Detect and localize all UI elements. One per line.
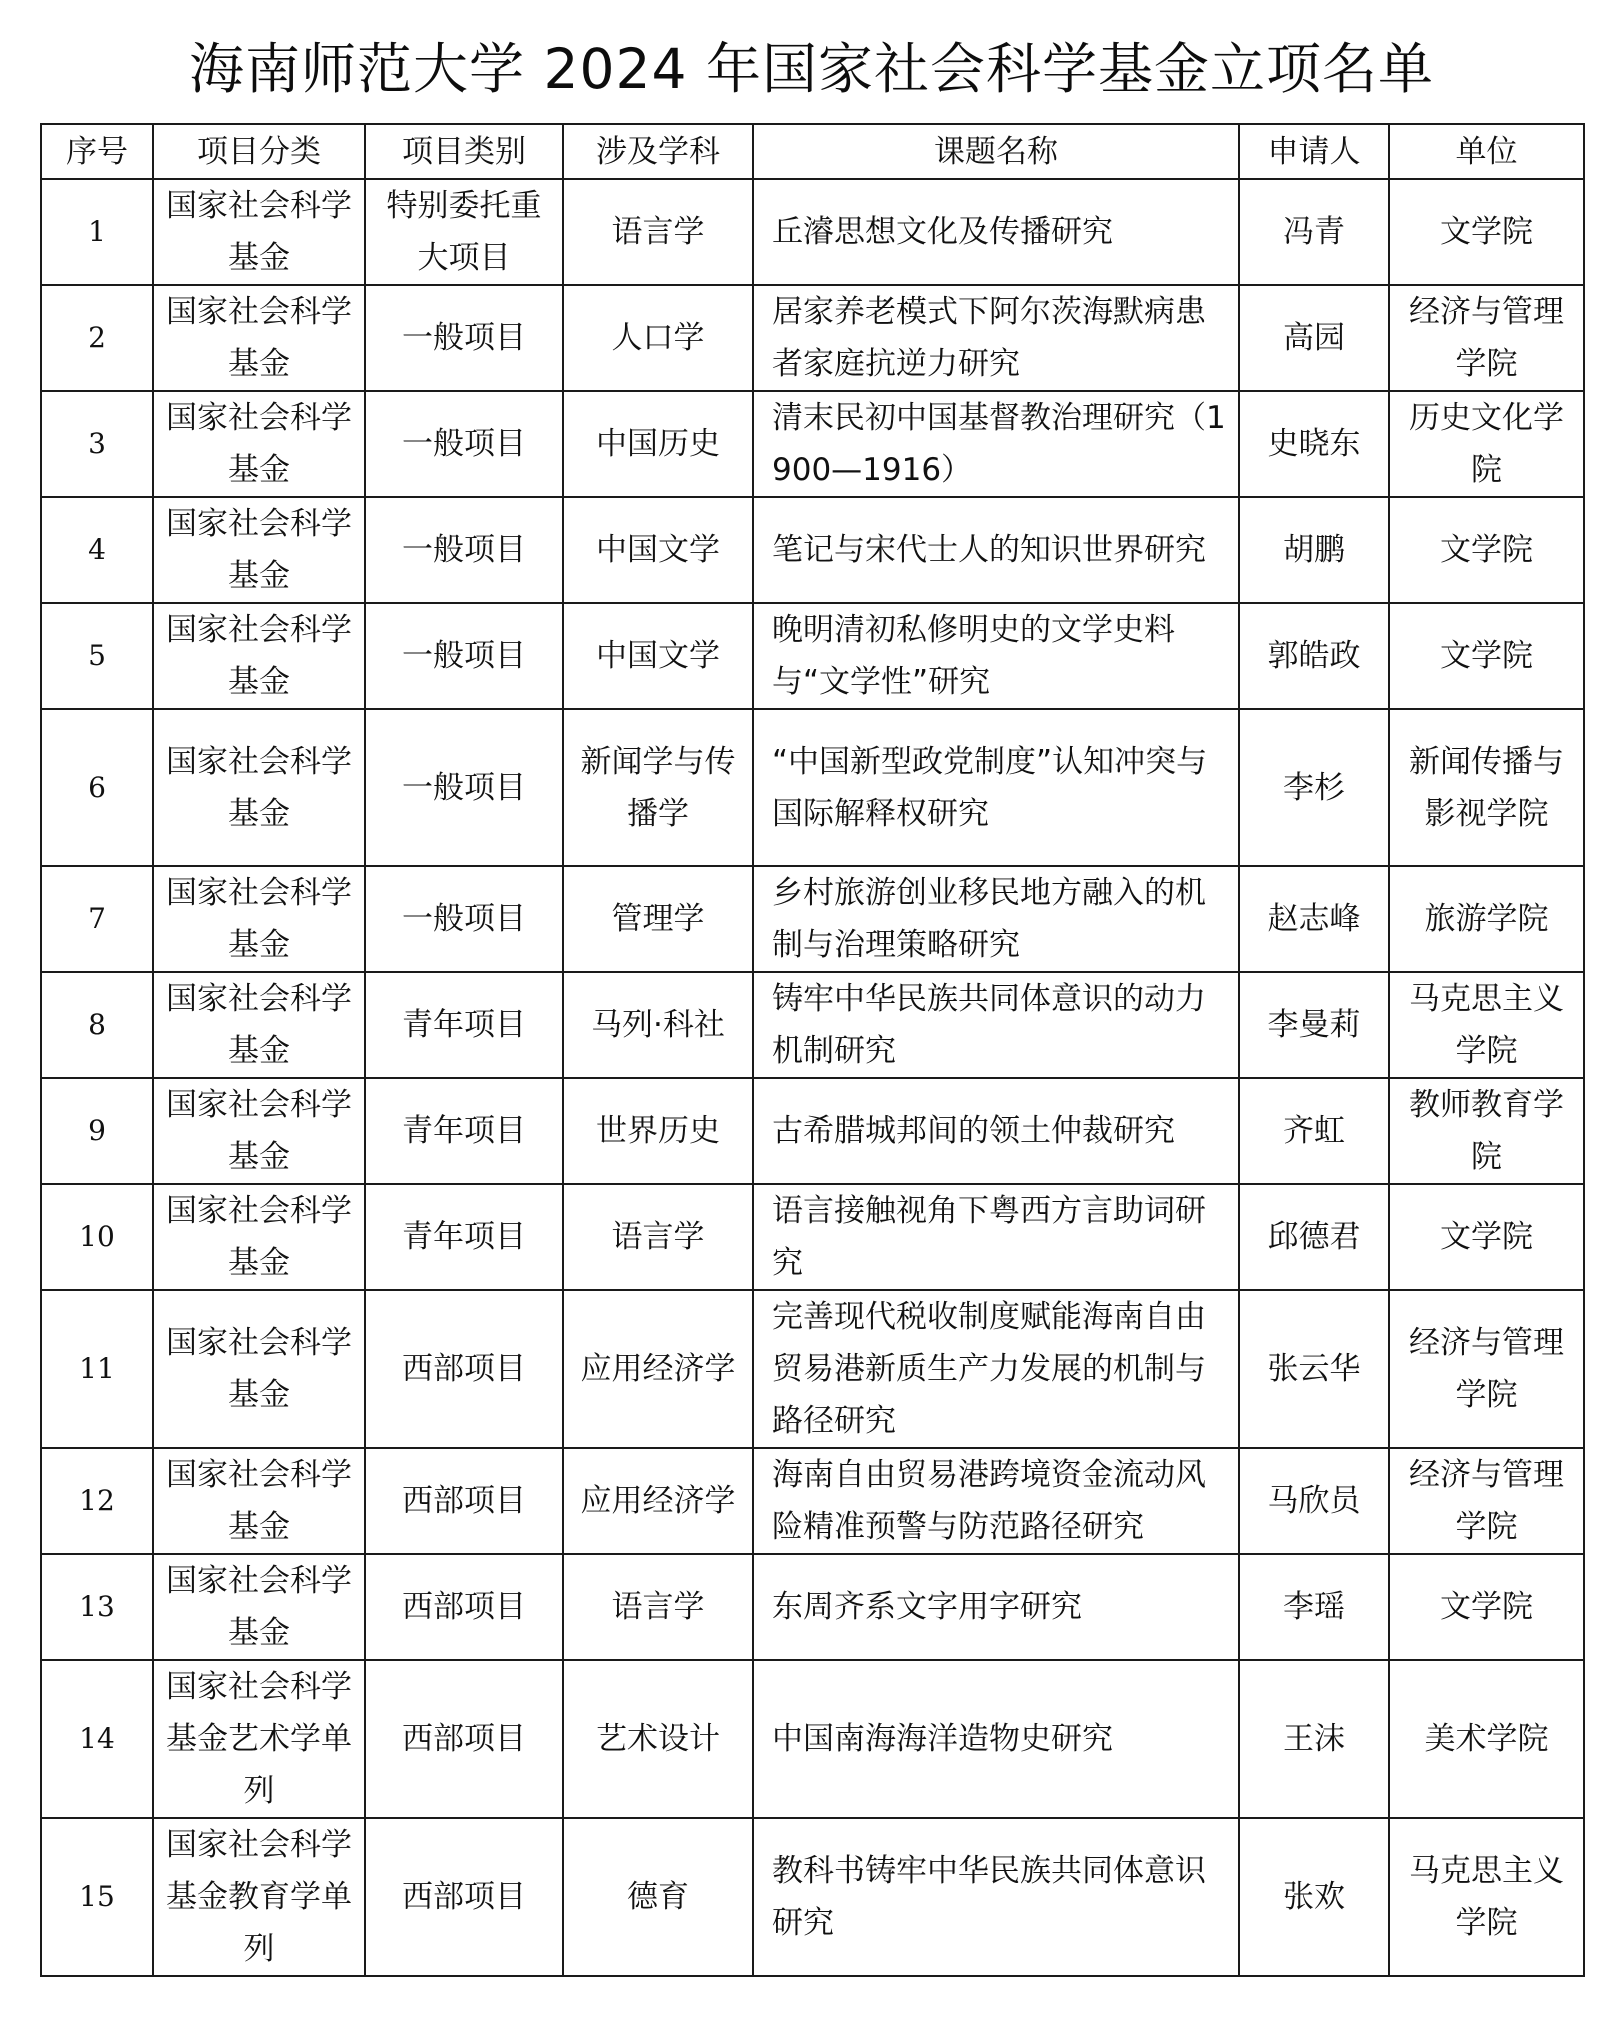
cell-type: 青年项目 — [365, 972, 563, 1078]
cell-type: 一般项目 — [365, 497, 563, 603]
cell-type: 青年项目 — [365, 1078, 563, 1184]
table-row — [41, 709, 1584, 866]
cell-type: 一般项目 — [365, 603, 563, 709]
cell-no: 11 — [41, 1290, 153, 1448]
cell-category: 国家社会科学基金 — [153, 972, 365, 1078]
cell-topic: 乡村旅游创业移民地方融入的机制与治理策略研究 — [753, 866, 1239, 972]
table-row — [41, 179, 1584, 285]
cell-unit: 文学院 — [1389, 179, 1584, 285]
cell-type: 青年项目 — [365, 1184, 563, 1290]
cell-topic: 清末民初中国基督教治理研究（1900—1916） — [753, 391, 1239, 497]
cell-applicant: 张云华 — [1239, 1290, 1389, 1448]
cell-discipline: 新闻学与传播学 — [563, 709, 753, 866]
cell-applicant: 李瑶 — [1239, 1554, 1389, 1660]
cell-type: 特别委托重大项目 — [365, 179, 563, 285]
cell-unit: 经济与管理学院 — [1389, 1290, 1584, 1448]
cell-unit: 马克思主义学院 — [1389, 972, 1584, 1078]
cell-unit: 经济与管理学院 — [1389, 1448, 1584, 1554]
cell-no: 2 — [41, 285, 153, 391]
cell-topic: 铸牢中华民族共同体意识的动力机制研究 — [753, 972, 1239, 1078]
cell-applicant: 李杉 — [1239, 709, 1389, 866]
cell-no: 5 — [41, 603, 153, 709]
page-title: 海南师范大学 2024 年国家社会科学基金立项名单 — [189, 37, 1434, 101]
cell-discipline: 马列·科社 — [563, 972, 753, 1078]
cell-no: 4 — [41, 497, 153, 603]
cell-category: 国家社会科学基金 — [153, 179, 365, 285]
cell-unit: 文学院 — [1389, 1184, 1584, 1290]
project-list-table — [40, 123, 1585, 1977]
cell-applicant: 齐虹 — [1239, 1078, 1389, 1184]
cell-no: 7 — [41, 866, 153, 972]
cell-unit: 美术学院 — [1389, 1660, 1584, 1818]
cell-discipline: 管理学 — [563, 866, 753, 972]
cell-category: 国家社会科学基金艺术学单列 — [153, 1660, 365, 1818]
cell-unit: 文学院 — [1389, 603, 1584, 709]
cell-category: 国家社会科学基金 — [153, 391, 365, 497]
cell-applicant: 冯青 — [1239, 179, 1389, 285]
cell-category: 国家社会科学基金 — [153, 285, 365, 391]
cell-category: 国家社会科学基金 — [153, 1554, 365, 1660]
column-header-no: 序号 — [41, 124, 153, 179]
cell-topic: 中国南海海洋造物史研究 — [753, 1660, 1239, 1818]
cell-type: 一般项目 — [365, 285, 563, 391]
table-row — [41, 391, 1584, 497]
cell-category: 国家社会科学基金 — [153, 1448, 365, 1554]
cell-category: 国家社会科学基金教育学单列 — [153, 1818, 365, 1976]
cell-discipline: 应用经济学 — [563, 1448, 753, 1554]
cell-unit: 文学院 — [1389, 497, 1584, 603]
cell-applicant: 马欣员 — [1239, 1448, 1389, 1554]
cell-discipline: 语言学 — [563, 179, 753, 285]
cell-topic: 古希腊城邦间的领土仲裁研究 — [753, 1078, 1239, 1184]
cell-type: 一般项目 — [365, 391, 563, 497]
cell-unit: 经济与管理学院 — [1389, 285, 1584, 391]
cell-no: 14 — [41, 1660, 153, 1818]
cell-discipline: 德育 — [563, 1818, 753, 1976]
cell-no: 10 — [41, 1184, 153, 1290]
cell-category: 国家社会科学基金 — [153, 497, 365, 603]
cell-topic: 完善现代税收制度赋能海南自由贸易港新质生产力发展的机制与路径研究 — [753, 1290, 1239, 1448]
cell-no: 6 — [41, 709, 153, 866]
cell-unit: 文学院 — [1389, 1554, 1584, 1660]
cell-topic: 教科书铸牢中华民族共同体意识研究 — [753, 1818, 1239, 1976]
cell-applicant: 邱德君 — [1239, 1184, 1389, 1290]
cell-discipline: 中国历史 — [563, 391, 753, 497]
cell-topic: 丘濬思想文化及传播研究 — [753, 179, 1239, 285]
cell-type: 西部项目 — [365, 1448, 563, 1554]
table-row — [41, 603, 1584, 709]
cell-topic: 晚明清初私修明史的文学史料与“文学性”研究 — [753, 603, 1239, 709]
table-row — [41, 1184, 1584, 1290]
cell-topic: 居家养老模式下阿尔茨海默病患者家庭抗逆力研究 — [753, 285, 1239, 391]
cell-applicant: 史晓东 — [1239, 391, 1389, 497]
cell-type: 西部项目 — [365, 1290, 563, 1448]
cell-applicant: 高园 — [1239, 285, 1389, 391]
cell-type: 西部项目 — [365, 1554, 563, 1660]
cell-unit: 新闻传播与影视学院 — [1389, 709, 1584, 866]
cell-no: 8 — [41, 972, 153, 1078]
cell-no: 13 — [41, 1554, 153, 1660]
table-row — [41, 1078, 1584, 1184]
table-header-row — [41, 124, 1584, 179]
cell-topic: “中国新型政党制度”认知冲突与国际解释权研究 — [753, 709, 1239, 866]
table-row — [41, 866, 1584, 972]
cell-applicant: 赵志峰 — [1239, 866, 1389, 972]
cell-discipline: 人口学 — [563, 285, 753, 391]
cell-applicant: 胡鹏 — [1239, 497, 1389, 603]
cell-unit: 马克思主义学院 — [1389, 1818, 1584, 1976]
cell-discipline: 艺术设计 — [563, 1660, 753, 1818]
column-header-category: 项目分类 — [153, 124, 365, 179]
cell-category: 国家社会科学基金 — [153, 1078, 365, 1184]
column-header-applicant: 申请人 — [1239, 124, 1389, 179]
cell-category: 国家社会科学基金 — [153, 1184, 365, 1290]
cell-unit: 教师教育学院 — [1389, 1078, 1584, 1184]
table-row — [41, 1818, 1584, 1976]
table-row — [41, 497, 1584, 603]
cell-discipline: 语言学 — [563, 1554, 753, 1660]
cell-no: 1 — [41, 179, 153, 285]
cell-no: 12 — [41, 1448, 153, 1554]
cell-category: 国家社会科学基金 — [153, 603, 365, 709]
column-header-unit: 单位 — [1389, 124, 1584, 179]
cell-type: 一般项目 — [365, 709, 563, 866]
cell-category: 国家社会科学基金 — [153, 709, 365, 866]
cell-discipline: 中国文学 — [563, 497, 753, 603]
cell-applicant: 郭皓政 — [1239, 603, 1389, 709]
table-row — [41, 285, 1584, 391]
cell-topic: 海南自由贸易港跨境资金流动风险精准预警与防范路径研究 — [753, 1448, 1239, 1554]
cell-type: 一般项目 — [365, 866, 563, 972]
cell-type: 西部项目 — [365, 1660, 563, 1818]
cell-no: 15 — [41, 1818, 153, 1976]
cell-type: 西部项目 — [365, 1818, 563, 1976]
cell-discipline: 中国文学 — [563, 603, 753, 709]
column-header-discipline: 涉及学科 — [563, 124, 753, 179]
table-row — [41, 1554, 1584, 1660]
column-header-type: 项目类别 — [365, 124, 563, 179]
cell-category: 国家社会科学基金 — [153, 1290, 365, 1448]
cell-topic: 笔记与宋代士人的知识世界研究 — [753, 497, 1239, 603]
cell-discipline: 语言学 — [563, 1184, 753, 1290]
cell-discipline: 世界历史 — [563, 1078, 753, 1184]
cell-no: 9 — [41, 1078, 153, 1184]
cell-discipline: 应用经济学 — [563, 1290, 753, 1448]
table-row — [41, 1290, 1584, 1448]
cell-applicant: 张欢 — [1239, 1818, 1389, 1976]
cell-topic: 语言接触视角下粤西方言助词研究 — [753, 1184, 1239, 1290]
cell-category: 国家社会科学基金 — [153, 866, 365, 972]
cell-unit: 旅游学院 — [1389, 866, 1584, 972]
cell-topic: 东周齐系文字用字研究 — [753, 1554, 1239, 1660]
cell-applicant: 王沫 — [1239, 1660, 1389, 1818]
cell-applicant: 李曼莉 — [1239, 972, 1389, 1078]
column-header-topic: 课题名称 — [753, 124, 1239, 179]
cell-no: 3 — [41, 391, 153, 497]
table-row — [41, 1660, 1584, 1818]
table-row — [41, 1448, 1584, 1554]
table-row — [41, 972, 1584, 1078]
cell-unit: 历史文化学院 — [1389, 391, 1584, 497]
